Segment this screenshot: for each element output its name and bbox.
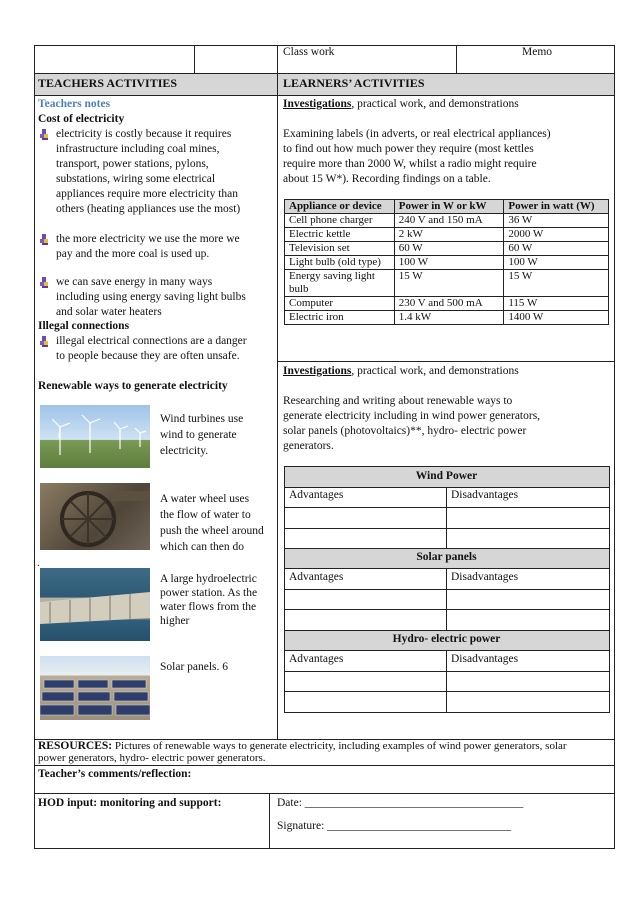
wind-text-1: Wind turbines use xyxy=(160,413,244,425)
hydro-disadvantages: Disadvantages xyxy=(451,653,519,665)
waterwheel-text-4: which can then do xyxy=(160,541,244,553)
signature-line[interactable]: Signature: ________________________________ xyxy=(277,820,512,832)
bullet2-line2: pay and the more coal is used up. xyxy=(56,248,210,260)
table-cell: 15 W xyxy=(394,270,504,297)
wind-disadvantages: Disadvantages xyxy=(451,489,519,501)
hydro-text-4: higher xyxy=(160,615,190,627)
table-cell: Energy saving light bulb xyxy=(285,270,395,297)
solar-advantages: Advantages xyxy=(289,571,344,583)
table-row xyxy=(285,297,609,311)
appliance-table xyxy=(284,199,609,325)
cost-title: Cost of electricity xyxy=(38,113,125,125)
inv2-text-2: generate electricity including in wind power generators, xyxy=(283,410,541,422)
table-header: Appliance or device xyxy=(285,200,395,214)
bullet1-line1: electricity is costly because it requires xyxy=(56,128,232,140)
table-row xyxy=(285,228,609,242)
inv1-title: Investigations xyxy=(283,98,352,110)
date-line[interactable]: Date: ______________________________________ xyxy=(277,797,524,809)
wind-power-heading: Wind Power xyxy=(415,470,478,482)
table-row xyxy=(285,256,609,270)
teacher-comments-label: Teacher’s comments/reflection: xyxy=(38,768,192,780)
bullet3-line1: we can save energy in many ways xyxy=(56,276,213,288)
bullet1-line6: others (heating appliances use the most) xyxy=(56,203,241,215)
inv2-title: Investigations xyxy=(283,365,352,377)
class-work-label: Class work xyxy=(283,46,335,58)
resources-text2: power generators, hydro- electric power generators. xyxy=(38,752,266,764)
stray-dot: . xyxy=(37,557,40,569)
water-wheel-image xyxy=(40,483,150,550)
wind-turbines-image xyxy=(40,405,150,468)
bullet4-line2: to people because they are often unsafe. xyxy=(56,350,240,362)
bullet1-line3: transport, power stations, pylons, xyxy=(56,158,209,170)
wind-text-3: electricity. xyxy=(160,445,209,457)
wind-advantages: Advantages xyxy=(289,489,344,501)
table-cell: 230 V and 500 mA xyxy=(394,297,504,311)
investigations-2 xyxy=(283,364,519,379)
hydro-advantages: Advantages xyxy=(289,653,344,665)
table-row xyxy=(285,270,609,297)
solar-panels-image xyxy=(40,656,150,720)
inv2-text-1: Researching and writing about renewable ways to xyxy=(283,395,513,407)
hydro-power-heading: Hydro- electric power xyxy=(392,633,501,645)
bullet-icon xyxy=(40,234,50,245)
waterwheel-text-2: the flow of water to xyxy=(160,509,251,521)
hydro-station-image xyxy=(40,568,150,641)
resources-text1: Pictures of renewable ways to generate electricity, including examples of wind power generators, solar xyxy=(114,740,567,752)
table-cell: 1400 W xyxy=(504,311,609,325)
learners-activities-header: LEARNERS’ ACTIVITIES xyxy=(283,76,425,90)
solar-disadvantages: Disadvantages xyxy=(451,571,519,583)
inv1-rest: , practical work, and demonstrations xyxy=(351,98,519,110)
resources-label: RESOURCES: xyxy=(38,740,113,752)
table-header: Power in W or kW xyxy=(394,200,504,214)
table-cell: Electric iron xyxy=(285,311,395,325)
table-row xyxy=(285,242,609,256)
table-cell: 2 kW xyxy=(394,228,504,242)
bullet1-line4: substations, wiring some electrical xyxy=(56,173,216,185)
table-cell: Computer xyxy=(285,297,395,311)
table-cell: 2000 W xyxy=(504,228,609,242)
inv1-text-4: about 15 W*). Recording findings on a table. xyxy=(283,173,491,185)
hydro-text-1: A large hydroelectric xyxy=(160,573,257,585)
table-cell: 100 W xyxy=(394,256,504,270)
solar-text-1: Solar panels. 6 xyxy=(160,661,229,673)
table-cell: Electric kettle xyxy=(285,228,395,242)
inv1-text-1: Examining labels (in adverts, or real electrical appliances) xyxy=(283,128,551,140)
table-cell: 36 W xyxy=(504,214,609,228)
waterwheel-text-3: push the wheel around xyxy=(160,525,264,537)
bullet1-line2: infrastructure including coal mines, xyxy=(56,143,220,155)
waterwheel-text-1: A water wheel uses xyxy=(160,493,250,505)
bullet1-line5: appliances require more electricity than xyxy=(56,188,238,200)
table-cell: 240 V and 150 mA xyxy=(394,214,504,228)
teachers-notes-title: Teachers notes xyxy=(38,98,111,110)
table-cell: Cell phone charger xyxy=(285,214,395,228)
inv2-text-4: generators. xyxy=(283,440,334,452)
memo-label: Memo xyxy=(522,46,553,58)
bullet-icon xyxy=(40,277,50,288)
bullet4-line1: illegal electrical connections are a danger xyxy=(56,335,247,347)
table-cell: 1.4 kW xyxy=(394,311,504,325)
bullet3-line2: including using energy saving light bulbs xyxy=(56,291,246,303)
table-cell: Light bulb (old type) xyxy=(285,256,395,270)
hydro-text-2: power station. As the xyxy=(160,587,258,599)
bullet-icon xyxy=(40,336,50,347)
table-cell: 100 W xyxy=(504,256,609,270)
table-cell: Television set xyxy=(285,242,395,256)
solar-panels-heading: Solar panels xyxy=(416,551,477,563)
inv2-rest: , practical work, and demonstrations xyxy=(351,365,519,377)
table-row xyxy=(285,214,609,228)
inv2-text-3: solar panels (photovoltaics)**, hydro- electric power xyxy=(283,425,527,437)
bullet-icon xyxy=(40,129,50,140)
table-row xyxy=(285,311,609,325)
wind-text-2: wind to generate xyxy=(160,429,237,441)
table-cell: 15 W xyxy=(504,270,609,297)
table-header: Power in watt (W) xyxy=(504,200,609,214)
teachers-activities-header: TEACHERS ACTIVITIES xyxy=(38,76,178,90)
inv1-text-2: to find out how much power they require (most kettles xyxy=(283,143,534,155)
illegal-title: Illegal connections xyxy=(38,320,130,332)
hod-label: HOD input: monitoring and support: xyxy=(38,797,222,809)
table-cell: 60 W xyxy=(394,242,504,256)
bullet3-line3: and solar water heaters xyxy=(56,306,162,318)
hydro-text-3: water flows from the xyxy=(160,601,257,613)
inv1-text-3: require more than 2000 W, whilst a radio might require xyxy=(283,158,537,170)
bullet2-line1: the more electricity we use the more we xyxy=(56,233,240,245)
renewable-title: Renewable ways to generate electricity xyxy=(38,380,228,392)
table-cell: 115 W xyxy=(504,297,609,311)
table-cell: 60 W xyxy=(504,242,609,256)
investigations-1 xyxy=(283,97,519,112)
